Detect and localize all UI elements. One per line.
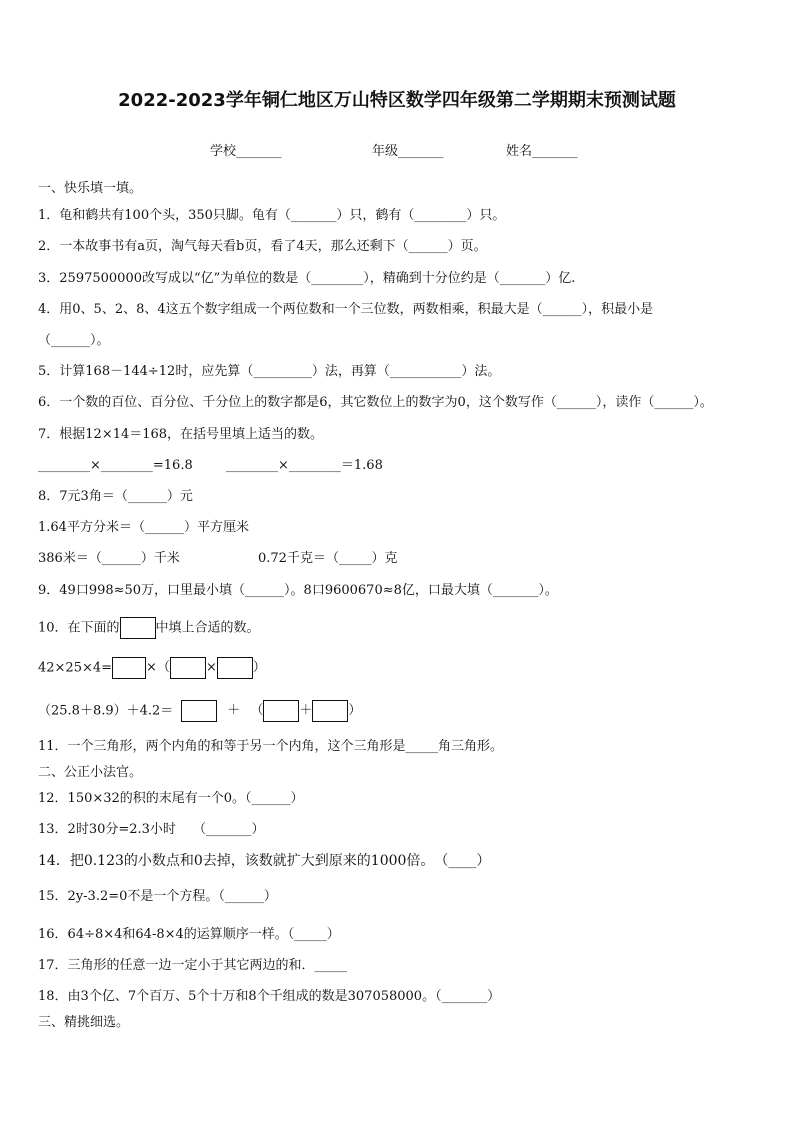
question-6: 6．一个数的百位、百分位、千分位上的数字都是6，其它数位上的数字为0，这个数写作（______），读作（______）。 bbox=[38, 395, 713, 410]
question-7-blank-2: ________×________＝1.68 bbox=[226, 458, 383, 473]
answer-box[interactable] bbox=[312, 700, 348, 722]
page-title: 2022-2023学年铜仁地区万山特区数学四年级第二学期期末预测试题 bbox=[118, 90, 676, 111]
answer-box[interactable] bbox=[217, 657, 253, 679]
school-field: 学校_______ bbox=[210, 144, 282, 159]
question-2: 2．一本故事书有a页，淘气每天看b页，看了4天，那么还剩下（______）页。 bbox=[38, 239, 487, 254]
question-4-line1: 4．用0、5、2、8、4这五个数字组成一个两位数和一个三位数，两数相乘，积最大是（______），积最小是 bbox=[38, 302, 654, 317]
q10-row1-times2: × bbox=[205, 660, 217, 675]
q10-row2-plus1: ＋ bbox=[227, 703, 241, 718]
answer-box-sample bbox=[120, 617, 156, 639]
question-4-line2: （______）。 bbox=[38, 333, 110, 348]
answer-box[interactable] bbox=[181, 700, 217, 722]
question-8-b: 1.64平方分米＝（______）平方厘米 bbox=[38, 520, 249, 535]
question-10-suffix: 中填上合适的数。 bbox=[155, 620, 260, 636]
question-8-c2: 0.72千克＝（_____）克 bbox=[258, 551, 398, 566]
q10-row2-plus2: ＋ bbox=[299, 703, 313, 718]
question-11: 11．一个三角形，两个内角的和等于另一个内角，这个三角形是_____角三角形。 bbox=[38, 739, 504, 754]
question-12: 12．150×32的积的末尾有一个0。（______） bbox=[38, 791, 304, 806]
answer-box[interactable] bbox=[112, 657, 146, 679]
question-16: 16．64÷8×4和64-8×4的运算顺序一样。（_____） bbox=[38, 927, 340, 942]
q10-row1-close: ） bbox=[252, 660, 266, 675]
name-field: 姓名_______ bbox=[506, 144, 578, 159]
question-7: 7．根据12×14＝168，在括号里填上适当的数。 bbox=[38, 427, 324, 442]
question-10-prefix: 10．在下面的 bbox=[38, 620, 120, 636]
question-3: 3．2597500000改写成以“亿”为单位的数是（________），精确到十分位约是（_______）亿. bbox=[38, 271, 576, 286]
q10-row1-left: 42×25×4= bbox=[38, 660, 113, 676]
question-14: 14．把0.123的小数点和0去掉，该数就扩大到原来的1000倍。 （____） bbox=[38, 853, 491, 869]
q10-row2-open: （ bbox=[250, 703, 264, 718]
section-heading-1: 一、快乐填一填。 bbox=[38, 181, 143, 196]
grade-field: 年级_______ bbox=[372, 144, 444, 159]
section-heading-2: 二、公正小法官。 bbox=[38, 765, 143, 780]
question-7-blank-1: ________×________=16.8 bbox=[38, 458, 193, 473]
question-17: 17．三角形的任意一边一定小于其它两边的和．_____ bbox=[38, 958, 348, 973]
answer-box[interactable] bbox=[170, 657, 206, 679]
question-15: 15．2y-3.2=0不是一个方程。（______） bbox=[38, 889, 277, 904]
question-13: 13．2时30分=2.3小时 （_______） bbox=[38, 822, 265, 837]
q10-row1-times1: × bbox=[146, 660, 157, 675]
question-8-a: 8．7元3角＝（______）元 bbox=[38, 489, 193, 504]
question-10-row1 bbox=[38, 657, 266, 679]
question-8-c1: 386米＝（______）千米 bbox=[38, 551, 180, 566]
question-10-row2 bbox=[38, 700, 361, 722]
q10-row2-left: （25.8＋8.9）＋4.2＝ bbox=[38, 703, 174, 719]
section-heading-3: 三、精挑细选。 bbox=[38, 1015, 130, 1030]
question-9: 9．49口998≈50万，口里最小填（______）。8口9600670≈8亿，口最大填（_______）。 bbox=[38, 583, 558, 598]
question-10 bbox=[38, 617, 260, 639]
question-1: 1．龟和鹤共有100个头，350只脚。龟有（_______）只，鹤有（________）只。 bbox=[38, 208, 506, 223]
q10-row1-open: （ bbox=[156, 660, 170, 675]
answer-box[interactable] bbox=[263, 700, 299, 722]
question-5: 5．计算168－144÷12时，应先算（_________）法，再算（___________）法。 bbox=[38, 364, 501, 379]
question-18: 18．由3个亿、7个百万、5个十万和8个千组成的数是307058000。（_______） bbox=[38, 989, 501, 1004]
q10-row2-close: ） bbox=[348, 703, 362, 718]
